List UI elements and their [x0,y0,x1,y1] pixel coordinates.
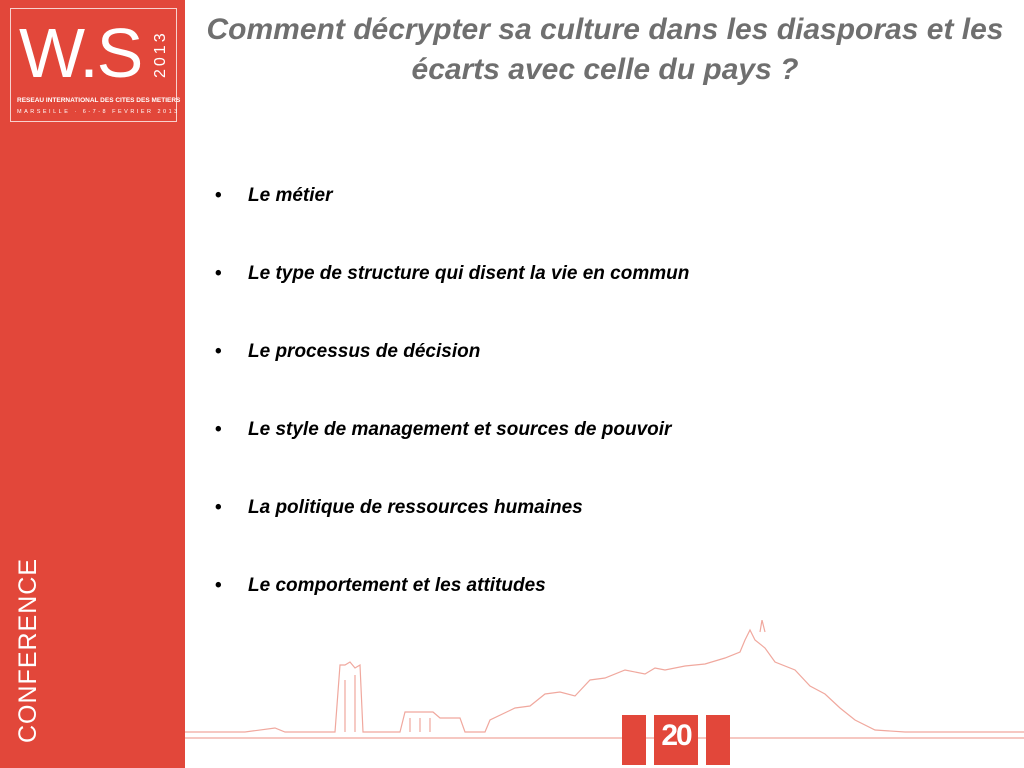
reseau-cites-badge [706,715,730,765]
sidebar [0,0,185,768]
logo-year: 2013 [152,30,169,78]
ws2013-logo [10,8,181,122]
list-item-text: La politique de ressources humaines [248,497,583,518]
bullet-icon: • [215,575,222,596]
cite-des-metiers-badge [622,715,646,765]
conference-label [6,545,50,755]
list-item [215,414,995,492]
bullet-icon: • [215,497,222,518]
marseille-skyline-illustration [185,620,1024,768]
list-item-text: Le type de structure qui disent la vie en commun [248,263,690,284]
conference-label-text: CONFERENCE [13,557,42,743]
list-item [215,492,995,570]
list-item-text: Le comportement et les attitudes [248,575,546,596]
bullet-icon: • [215,185,222,206]
bullet-icon: • [215,263,222,284]
list-item-text: Le métier [248,185,333,206]
anniversary-number: 20 [661,719,691,752]
slide-title: Comment décrypter sa culture dans les diasporas et les écarts avec celle du pays ? [206,13,1004,86]
bullet-list [215,180,995,648]
list-item [215,258,995,336]
bullet-icon: • [215,341,222,362]
bullet-icon: • [215,419,222,440]
logo-date: MARSEILLE · 6-7-8 FEVRIER 2013 [17,109,180,115]
anniversary-badge [654,715,698,765]
list-item [215,180,995,258]
list-item-text: Le processus de décision [248,341,481,362]
logo-mark: W.S [19,14,142,92]
list-item [215,336,995,414]
list-item-text: Le style de management et sources de pouvoir [248,419,672,440]
logo-subtitle: RESEAU INTERNATIONAL DES CITES DES METIERS [17,97,181,104]
